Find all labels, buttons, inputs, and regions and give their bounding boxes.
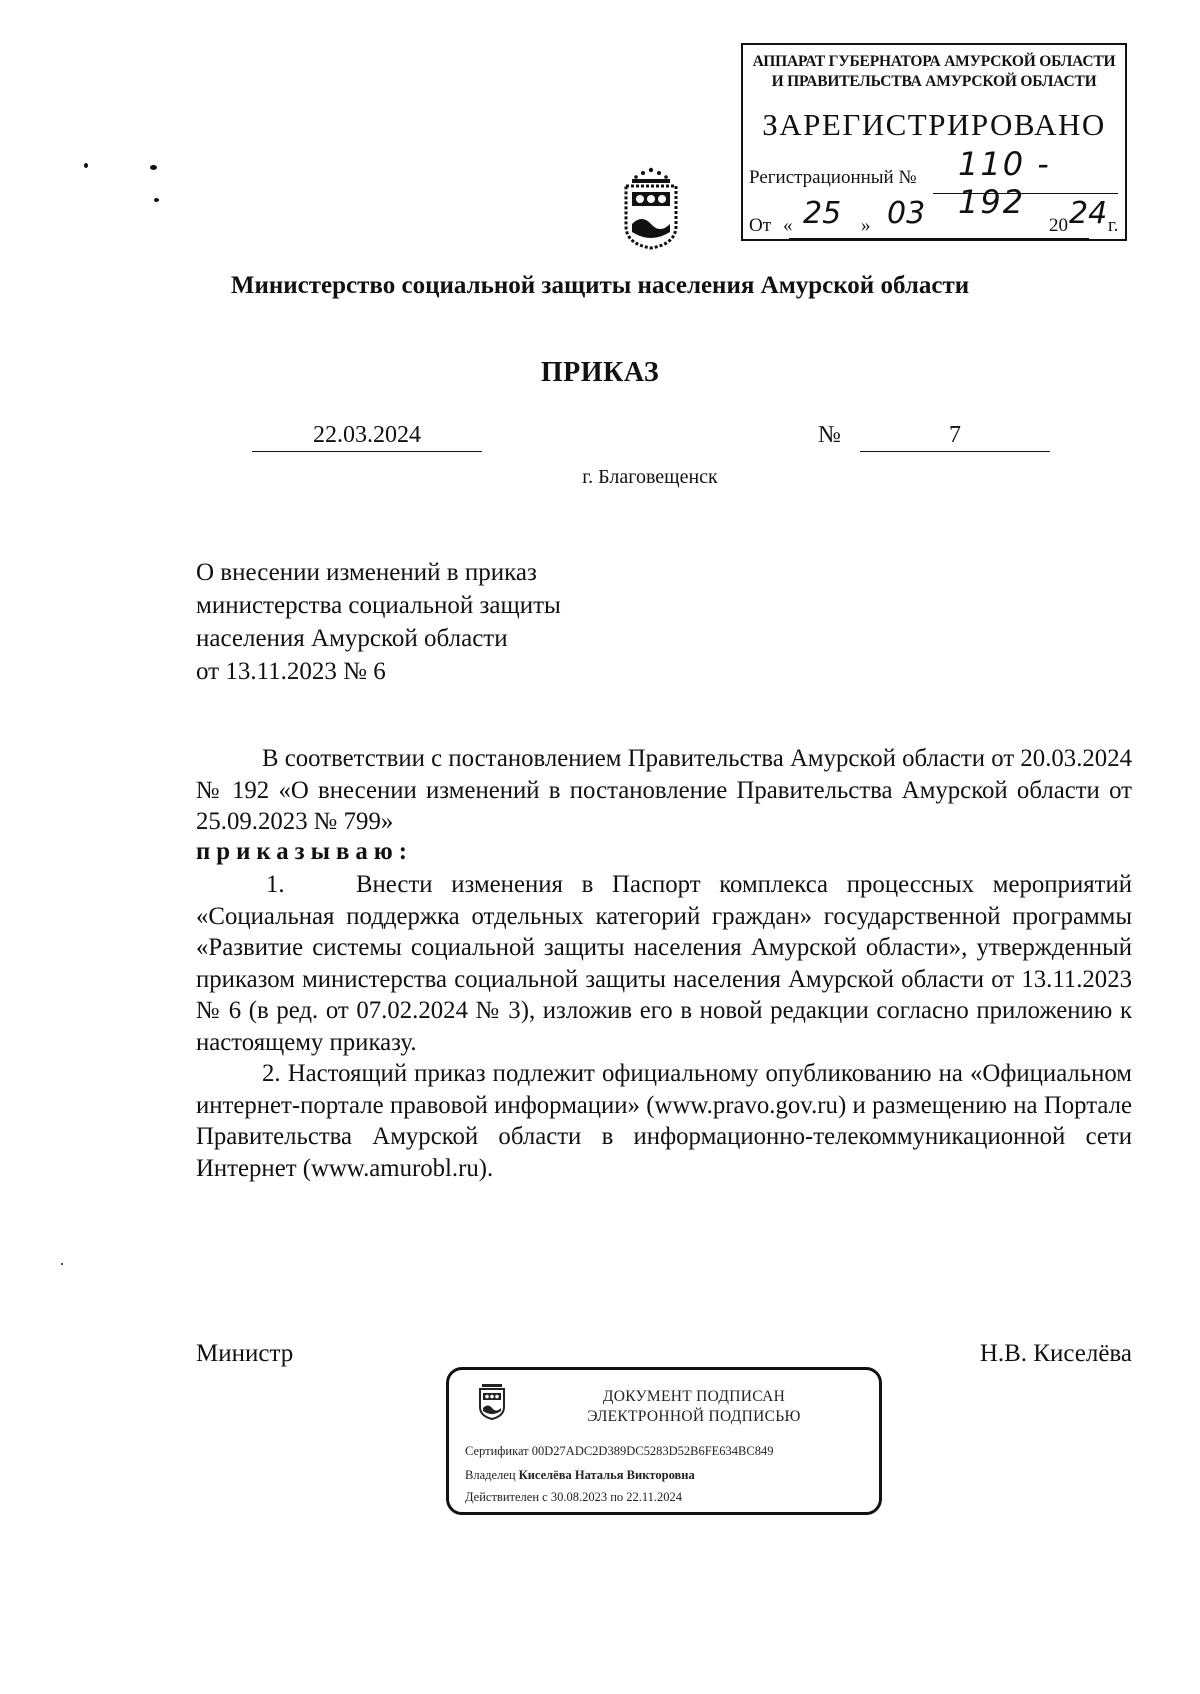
stamp-number-handwritten: 110 - 192 xyxy=(958,145,1051,221)
subject-line: от 13.11.2023 № 6 xyxy=(196,658,386,685)
scan-mark xyxy=(154,198,159,202)
order-item-2: 2. Настоящий приказ подлежит официальному опубликованию на «Официальном интернет-портале правовой информации» (www.pravo.gov.ru) и размещению на Портале Правительства Амурской области в информационно-телекоммуникационной сети Интернет (www.amurobl.ru). xyxy=(196,1060,1132,1182)
valid-to: 22.11.2024 xyxy=(626,1490,683,1504)
owner-label: Владелец xyxy=(465,1468,516,1482)
e-sign-title-line2: ЭЛЕКТРОННОЙ ПОДПИСЬЮ xyxy=(587,1408,801,1425)
subject-line: населения Амурской области xyxy=(196,625,508,652)
valid-to-label: по xyxy=(610,1490,624,1504)
stamp-status: ЗАРЕГИСТРИРОВАНО xyxy=(762,107,1106,142)
subject-line: министерства социальной защиты xyxy=(196,592,561,619)
stamp-number-label: Регистрационный № xyxy=(749,167,917,188)
scan-mark xyxy=(150,165,157,170)
scan-mark xyxy=(61,1263,63,1265)
registration-stamp xyxy=(741,43,1127,241)
valid-from: 30.08.2023 xyxy=(550,1490,608,1504)
certificate-value: 00D27ADC2D389DC5283D52B6FE634BC849 xyxy=(531,1444,774,1458)
item-text: Внести изменения в Паспорт комплекса процессных мероприятий «Социальная поддержка отдельных категорий граждан» государственной программы «Развитие системы социальной защиты населения Амурской области», утвержденный приказом министерства социальной защиты населения Амурской области от 13.11.2023 № 6 (в ред. от 07.02.2024 № 3), изложив его в новой редакции согласно приложению к настоящему приказу. xyxy=(196,871,1132,1056)
valid-from-label: Действителен с xyxy=(465,1490,548,1504)
preamble-paragraph: В соответствии с постановлением Правительства Амурской области от 20.03.2024 № 192 «О внесении изменений в постановление Правительства Амурской области от 25.09.2023 № 799» xyxy=(196,745,1132,835)
stamp-date-underline xyxy=(789,238,1089,239)
ministry-name: Министерство социальной защиты населения Амурской области xyxy=(230,272,970,299)
stamp-org-line2: И ПРАВИТЕЛЬСТВА АМУРСКОЙ ОБЛАСТИ xyxy=(771,73,1097,90)
order-subject xyxy=(196,556,561,688)
item-number: 1. xyxy=(266,871,285,898)
stamp-quote-open: « xyxy=(783,215,793,236)
owner-value: Киселёва Наталья Викторовна xyxy=(518,1468,695,1482)
e-sign-certificate xyxy=(465,1444,773,1459)
order-verb: приказываю: xyxy=(196,838,413,865)
order-date: 22.03.2024 xyxy=(252,422,482,452)
stamp-day-handwritten: 25 xyxy=(803,196,842,231)
signer-name: Н.В. Киселёва xyxy=(979,1340,1132,1367)
coat-of-arms-icon xyxy=(616,166,686,250)
certificate-label: Сертификат xyxy=(465,1444,529,1458)
e-sign-title-line1: ДОКУМЕНТ ПОДПИСАН xyxy=(602,1388,786,1405)
stamp-quote-close: » xyxy=(861,215,871,236)
stamp-year-prefix: 20 xyxy=(1049,215,1068,236)
stamp-month-handwritten: 03 xyxy=(887,196,926,231)
signer-title: Министр xyxy=(196,1340,294,1367)
electronic-signature-stamp xyxy=(446,1367,882,1515)
e-sign-owner xyxy=(465,1468,695,1483)
city: г. Благовещенск xyxy=(582,466,718,488)
stamp-year-abbrev: г. xyxy=(1108,215,1119,236)
e-sign-validity xyxy=(465,1490,682,1505)
order-number: 7 xyxy=(860,422,1050,452)
stamp-year-handwritten: 24 xyxy=(1069,196,1108,231)
stamp-date-from-label: От xyxy=(749,215,772,236)
document-type: ПРИКАЗ xyxy=(540,357,660,388)
coat-of-arms-icon xyxy=(477,1382,507,1420)
subject-line: О внесении изменений в приказ xyxy=(196,559,537,586)
order-number-sign: № xyxy=(818,422,841,448)
stamp-org-line1: АППАРАТ ГУБЕРНАТОРА АМУРСКОЙ ОБЛАСТИ xyxy=(752,53,1116,70)
scan-mark xyxy=(84,163,88,168)
order-item-1 xyxy=(196,869,1132,1058)
stamp-number-underline xyxy=(933,193,1118,194)
